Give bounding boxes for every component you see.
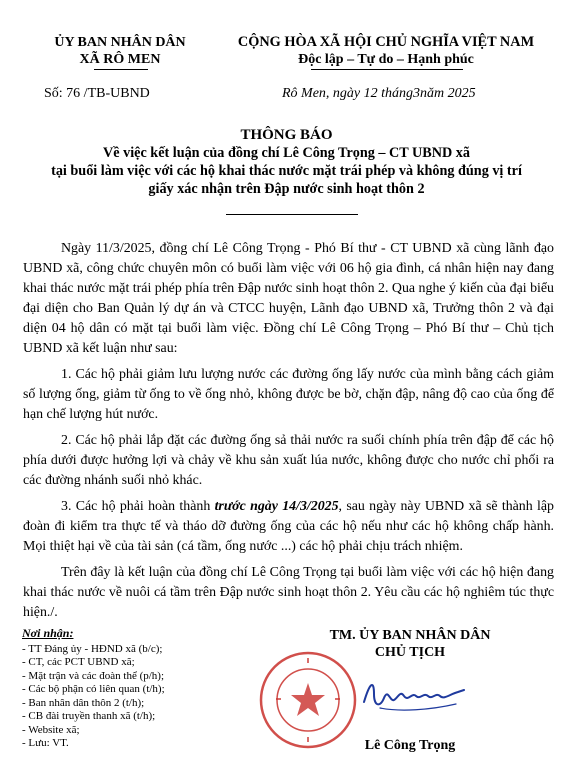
paragraph-item-2: 2. Các hộ phải lắp đặt các đường ống sả thải nước ra suối chính phía trên đập để các hộ phía dưới được hưởng lợi và chảy về khu sản xuất lúa nước, không được cho nước chỉ phối ra các đường nhánh suối nhỏ khác. (23, 433, 554, 488)
recipient-item: - Các bộ phận có liên quan (t/h); (22, 683, 165, 695)
recipient-item: - Ban nhân dân thôn 2 (t/h); (22, 696, 145, 709)
item-3-lead: 3. Các hộ phải hoàn thành (61, 499, 215, 514)
recipient-item: - CB đài truyền thanh xã (t/h); (22, 710, 156, 722)
issuing-authority (20, 34, 220, 68)
deadline-text: trước ngày 14/3/2025 (214, 499, 339, 514)
paragraph-intro: Ngày 11/3/2025, đồng chí Lê Công Trọng - Phó Bí thư - CT UBND xã cùng lãnh đạo UBND xã, công chức chuyên môn có buổi làm việc với 06 hộ gia đình, cá nhân hiện nay đang khai thác nước mặt trái phép phía trên Đập nước sinh hoạt thôn 2. Qua nghe ý kiến của đại biểu đại diện cho Ban Quản lý dự án và CTCC huyện, Lãnh đạo UBND xã, Trưởng thôn 2 và đại diện 04 hộ dân có mặt tại buổi làm việc. Đồng chí Lê Công Trọng – Phó Bí thư – Chủ tịch UBND xã kết luận như sau: (23, 241, 554, 356)
recipient-item: - Lưu: VT. (22, 737, 69, 749)
signature-title: TM. ỦY BAN NHÂN DÂN (329, 628, 491, 643)
signer-name: Lê Công Trọng (364, 738, 456, 753)
title-line-1: Về việc kết luận của đồng chí Lê Công Trọng – CT UBND xã (103, 145, 470, 161)
recipient-item: - TT Đảng ủy - HĐND xã (b/c); (22, 642, 163, 655)
national-motto (208, 34, 564, 68)
recipient-item: - CT, các PCT UBND xã; (22, 656, 135, 668)
paragraph-item-3 (23, 497, 554, 557)
document-body (23, 239, 554, 623)
signature-position: CHỦ TỊCH (374, 645, 446, 660)
recipients-list (22, 627, 222, 751)
recipient-item: - Website xã; (22, 723, 80, 736)
official-seal-icon (258, 650, 358, 750)
authority-underline (94, 69, 148, 70)
title-heading: THÔNG BÁO (240, 127, 333, 143)
paragraph-conclusion: Trên đây là kết luận của đồng chí Lê Công Trọng tại buổi làm việc với các hộ hiện đang khai thác nước về nuôi cá tầm trên Đập nước sinh hoạt thôn 2. Yêu cầu các hộ nghiêm túc thực hiện./. (23, 565, 554, 620)
authority-line2: XÃ RÔ MEN (79, 52, 161, 67)
title-line-2: tại buổi làm việc với các hộ khai thác nước mặt trái phép và không đúng vị trí (51, 163, 522, 179)
handwritten-signature-icon (360, 672, 470, 716)
title-underline (226, 214, 358, 215)
motto-underline (311, 69, 463, 70)
document-number: Số: 76 /TB-UBND (44, 86, 150, 101)
paragraph-item-1: 1. Các hộ phải giảm lưu lượng nước các đường ống lấy nước của mình bằng cách giảm số lượng ống, giảm từ ống to về ống nhỏ, không được be bờ, chặn đập, nâng độ cao của ống để hạn chế lượng hút nước. (23, 367, 554, 422)
document-title (10, 126, 563, 198)
item-3-rest: , sau ngày này UBND xã sẽ thành lập đoàn đi kiểm tra thực tế và tháo dỡ đường ống của các hộ nếu như các hộ không chấp hành. Mọi thiệt hại về của tài sản (cá tầm, ống nước ...) các hộ phải chịu trách nhiệm. (23, 499, 554, 554)
country-name: CỘNG HÒA XÃ HỘI CHỦ NGHĨA VIỆT NAM (237, 34, 535, 50)
authority-line1: ỦY BAN NHÂN DÂN (54, 35, 186, 50)
title-line-3: giấy xác nhận trên Đập nước sinh hoạt thôn 2 (148, 181, 425, 197)
recipient-item: - Mặt trận và các đoàn thể (p/h); (22, 669, 165, 682)
recipients-heading: Nơi nhận: (22, 626, 74, 640)
document-date: Rô Men, ngày 12 tháng3năm 2025 (282, 86, 476, 101)
motto-text: Độc lập – Tự do – Hạnh phúc (298, 52, 474, 67)
